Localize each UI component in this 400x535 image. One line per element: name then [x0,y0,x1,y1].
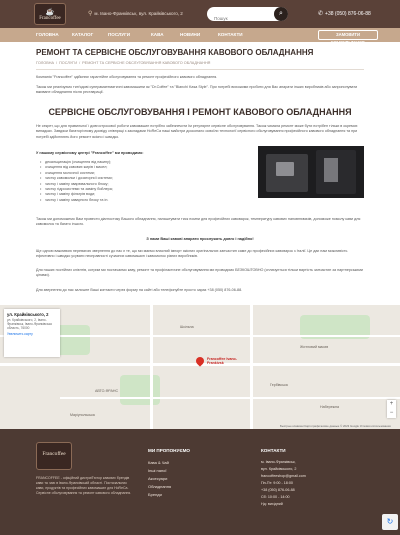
map-pin-label: Francoffee Ivano-Frankivsk [207,357,237,366]
site-logo[interactable]: ☕ Francoffee [34,3,66,25]
footer-contact-line: Сб: 10:00 - 14:00 [261,495,290,499]
footer-about: FRANCOFFEE - офіційний дистриб'ютор кавових брендів кави та чаю в Івано-Франківській області. Постачальник кави, продуктів та професійних кавомашин для HoReCa. Сервісне обслуговування та ремонт кавового обладнання. [36,476,132,495]
breadcrumb-home[interactable]: ГОЛОВНА [36,61,55,65]
diagnostics-paragraph: Також ми допоможемо Вам провести діагностику Вашого обладнання, налаштувати тиск помпи для професійних кавоварок, температуру кавових наповнювачів, допоможе помолу кави для кавомолок та багато іншого. [36,217,361,227]
nav-item-services[interactable]: ПОСЛУГИ [108,32,131,37]
list-item: • чистку і заміну заварного блоку та ін. [40,198,240,203]
list-item: • чистку і заміну зварювального блоку; [40,182,240,187]
nav-item-news[interactable]: НОВИНИ [180,32,201,37]
nav-item-catalog[interactable]: КАТАЛОГ [72,32,94,37]
intro-paragraph-1: Компанія "Francoffee" здійснює гарантійне обслуговування та ремонт професійного кавового обладнання. [36,75,218,79]
footer-contacts-title: КОНТАКТИ [261,448,286,453]
breadcrumb-current: РЕМОНТ ТА СЕРВІСНЕ ОБСЛУГОВУВАННЯ КАВОВОГО ОБЛАДНАННЯ [82,61,211,65]
intro-paragraph-2: Також ми реалізуємо тип'ядові супераматематичні кавомашини як "Dr.Coffee" та "Bianchi Kasa Style". При потребі вихожими пробити для Вас апарати інших виробників або запропонувати вживане обладнання після реставрації. [36,85,358,95]
map-label: АВТО-ФРАНС [95,389,119,393]
search-box [207,7,288,21]
footer-contact-line: Нд: вихідний [261,502,283,506]
services-list [40,160,240,203]
footer-logo[interactable]: Francoffee [36,442,72,470]
list-item: • очищення від кавових жирів і масел; [40,165,240,170]
header-phone[interactable]: ✆ +38 (050) 876-06-88 [318,11,371,17]
map-card-title: ул. Крайківського, 2 [7,312,49,317]
list-item: • чистку і заміну фільтрів води; [40,192,240,197]
search-input[interactable] [214,16,274,21]
recaptcha-badge-icon[interactable]: ↻ [382,514,398,530]
nav-item-home[interactable]: ГОЛОВНА [36,32,59,37]
map-zoom-control[interactable] [387,400,396,418]
footer-contact-line: вул. Крайківського, 2 [261,467,297,471]
coffee-machine-photo [258,146,364,198]
contact-paragraph: Для звернення до нас залиште Ваші контакти через форму на сайті або телефонуйте просто зараз +38 (050) 876-06-88. [36,288,243,292]
page-title: РЕМОНТ ТА СЕРВІСНЕ ОБСЛУГОВУВАННЯ КАВОВОГО ОБЛАДНАННЯ [36,48,314,57]
nav-item-contacts[interactable]: КОНТАКТИ [218,32,243,37]
service-paragraph: Не секрет, що для правильної і довгострокової роботи кавомашин потрібно забезпечити їм регулярне сервісне обслуговування. Також чимала ремонт може бути потрібен тільки в окремих випадках. Завдяки багаторічному досвіду співпраці з закладами HoReCa наші майстри досконало освоїли технології сервісного обслуговування професійного кавового обладнання та при потребі здійснюють його ремонт якісно і швидко. [36,124,358,139]
search-icon[interactable]: ⌕ [274,7,288,21]
list-item: • декальцинацію (очищення від накипу); [40,160,240,165]
footer-contact-line: Пн-Пт: 9:00 - 18:00 [261,481,293,485]
list-item: • чистку гідросистеми та заміну бойлера; [40,187,240,192]
footer-contact-line: м. Івано-Франківськ, [261,460,296,464]
list-item: • очищення молочної системи; [40,171,240,176]
services-list-title: У нашому сервісному центрі "Francoffee" ми проводимо: [36,151,144,155]
map-label: Шкільна [180,325,194,329]
map-label: Житловий масив [300,345,329,349]
section-heading: СЕРВІСНЕ ОБСЛУГОВУВАННЯ І РЕМОНТ КАВОВОГО ОБЛАДНАННЯ [48,107,352,117]
footer-email[interactable]: francoffeeshop@gmail.com [261,474,306,478]
map-card-address: ул. Крайківського, 2, Івано-Франківськ, Івано-Франківська область, 76000 [7,318,52,330]
footer-link-accessories[interactable]: Аксесуари [148,476,168,481]
zoom-in-icon[interactable]: + [389,401,394,407]
nav-item-coffee[interactable]: КАВА [151,32,164,37]
map-label: Набережна [320,405,339,409]
tagline: З нами Ваші кавові апарати прослужать довго і надійно! [146,237,254,241]
map-label: Маріупольська [70,413,95,417]
embedded-map[interactable] [0,305,400,429]
map-info-card [4,309,60,357]
parts-paragraph: Ще одною важливою перевагою звернення до нас є те, що ми маємо власний імпорт якісних оригінальних запчастин саме до професійних кавоварок з Італії. Це дає нам можливість ефективно і швидко усувати несправності сучасних кавомашин і кавомолок різних виробників. [36,249,348,259]
zoom-out-icon[interactable]: − [389,410,394,416]
breadcrumb: ГОЛОВНА / ПОСЛУГИ / РЕМОНТ ТА СЕРВІСНЕ ОБСЛУГОВУВАННЯ КАВОВОГО ОБЛАДНАННЯ [36,61,211,65]
phone-icon: ✆ [318,11,324,17]
footer-link-other-drinks[interactable]: Інші напої [148,468,167,473]
footer-link-equipment[interactable]: Обладнання [148,484,172,489]
footer-link-coffee-tea[interactable]: Кава & Чай [148,460,169,465]
free-service-paragraph: Для наших постійних клієнтів, котрим ми постачаємо каву, ремонт та профілактичне обслуговування ми проводимо БЕЗКОШТОВНО (сплачується тільки вартість запчастин за партнерськими цінами). [36,268,363,278]
list-item: • чистку кавомолки і дозаторної системи; [40,176,240,181]
footer-link-brands[interactable]: Бренди [148,492,162,497]
map-attribution: Быстрые клавиши Картографические данные © 2023 Google Условия использования [280,424,391,428]
header-address: ⚲ м. Івано-Франківськ, вул. Крайківського, 2 [88,11,183,17]
location-pin-icon: ⚲ [88,11,93,17]
breadcrumb-services[interactable]: ПОСЛУГИ [59,61,78,65]
footer-offer-title: МИ ПРОПОНУЄМО [148,448,191,453]
divider [36,69,364,70]
consultation-button[interactable]: ЗАМОВИТИ КОНСУЛЬТАЦІЮ [318,30,378,40]
enlarge-map-link[interactable]: Увеличить карту [7,332,33,336]
map-label: Гербівська [270,383,288,387]
footer-phone[interactable]: +38 (050) 876-06-88 [261,488,295,492]
coffee-cup-icon: ☕ [45,8,55,16]
